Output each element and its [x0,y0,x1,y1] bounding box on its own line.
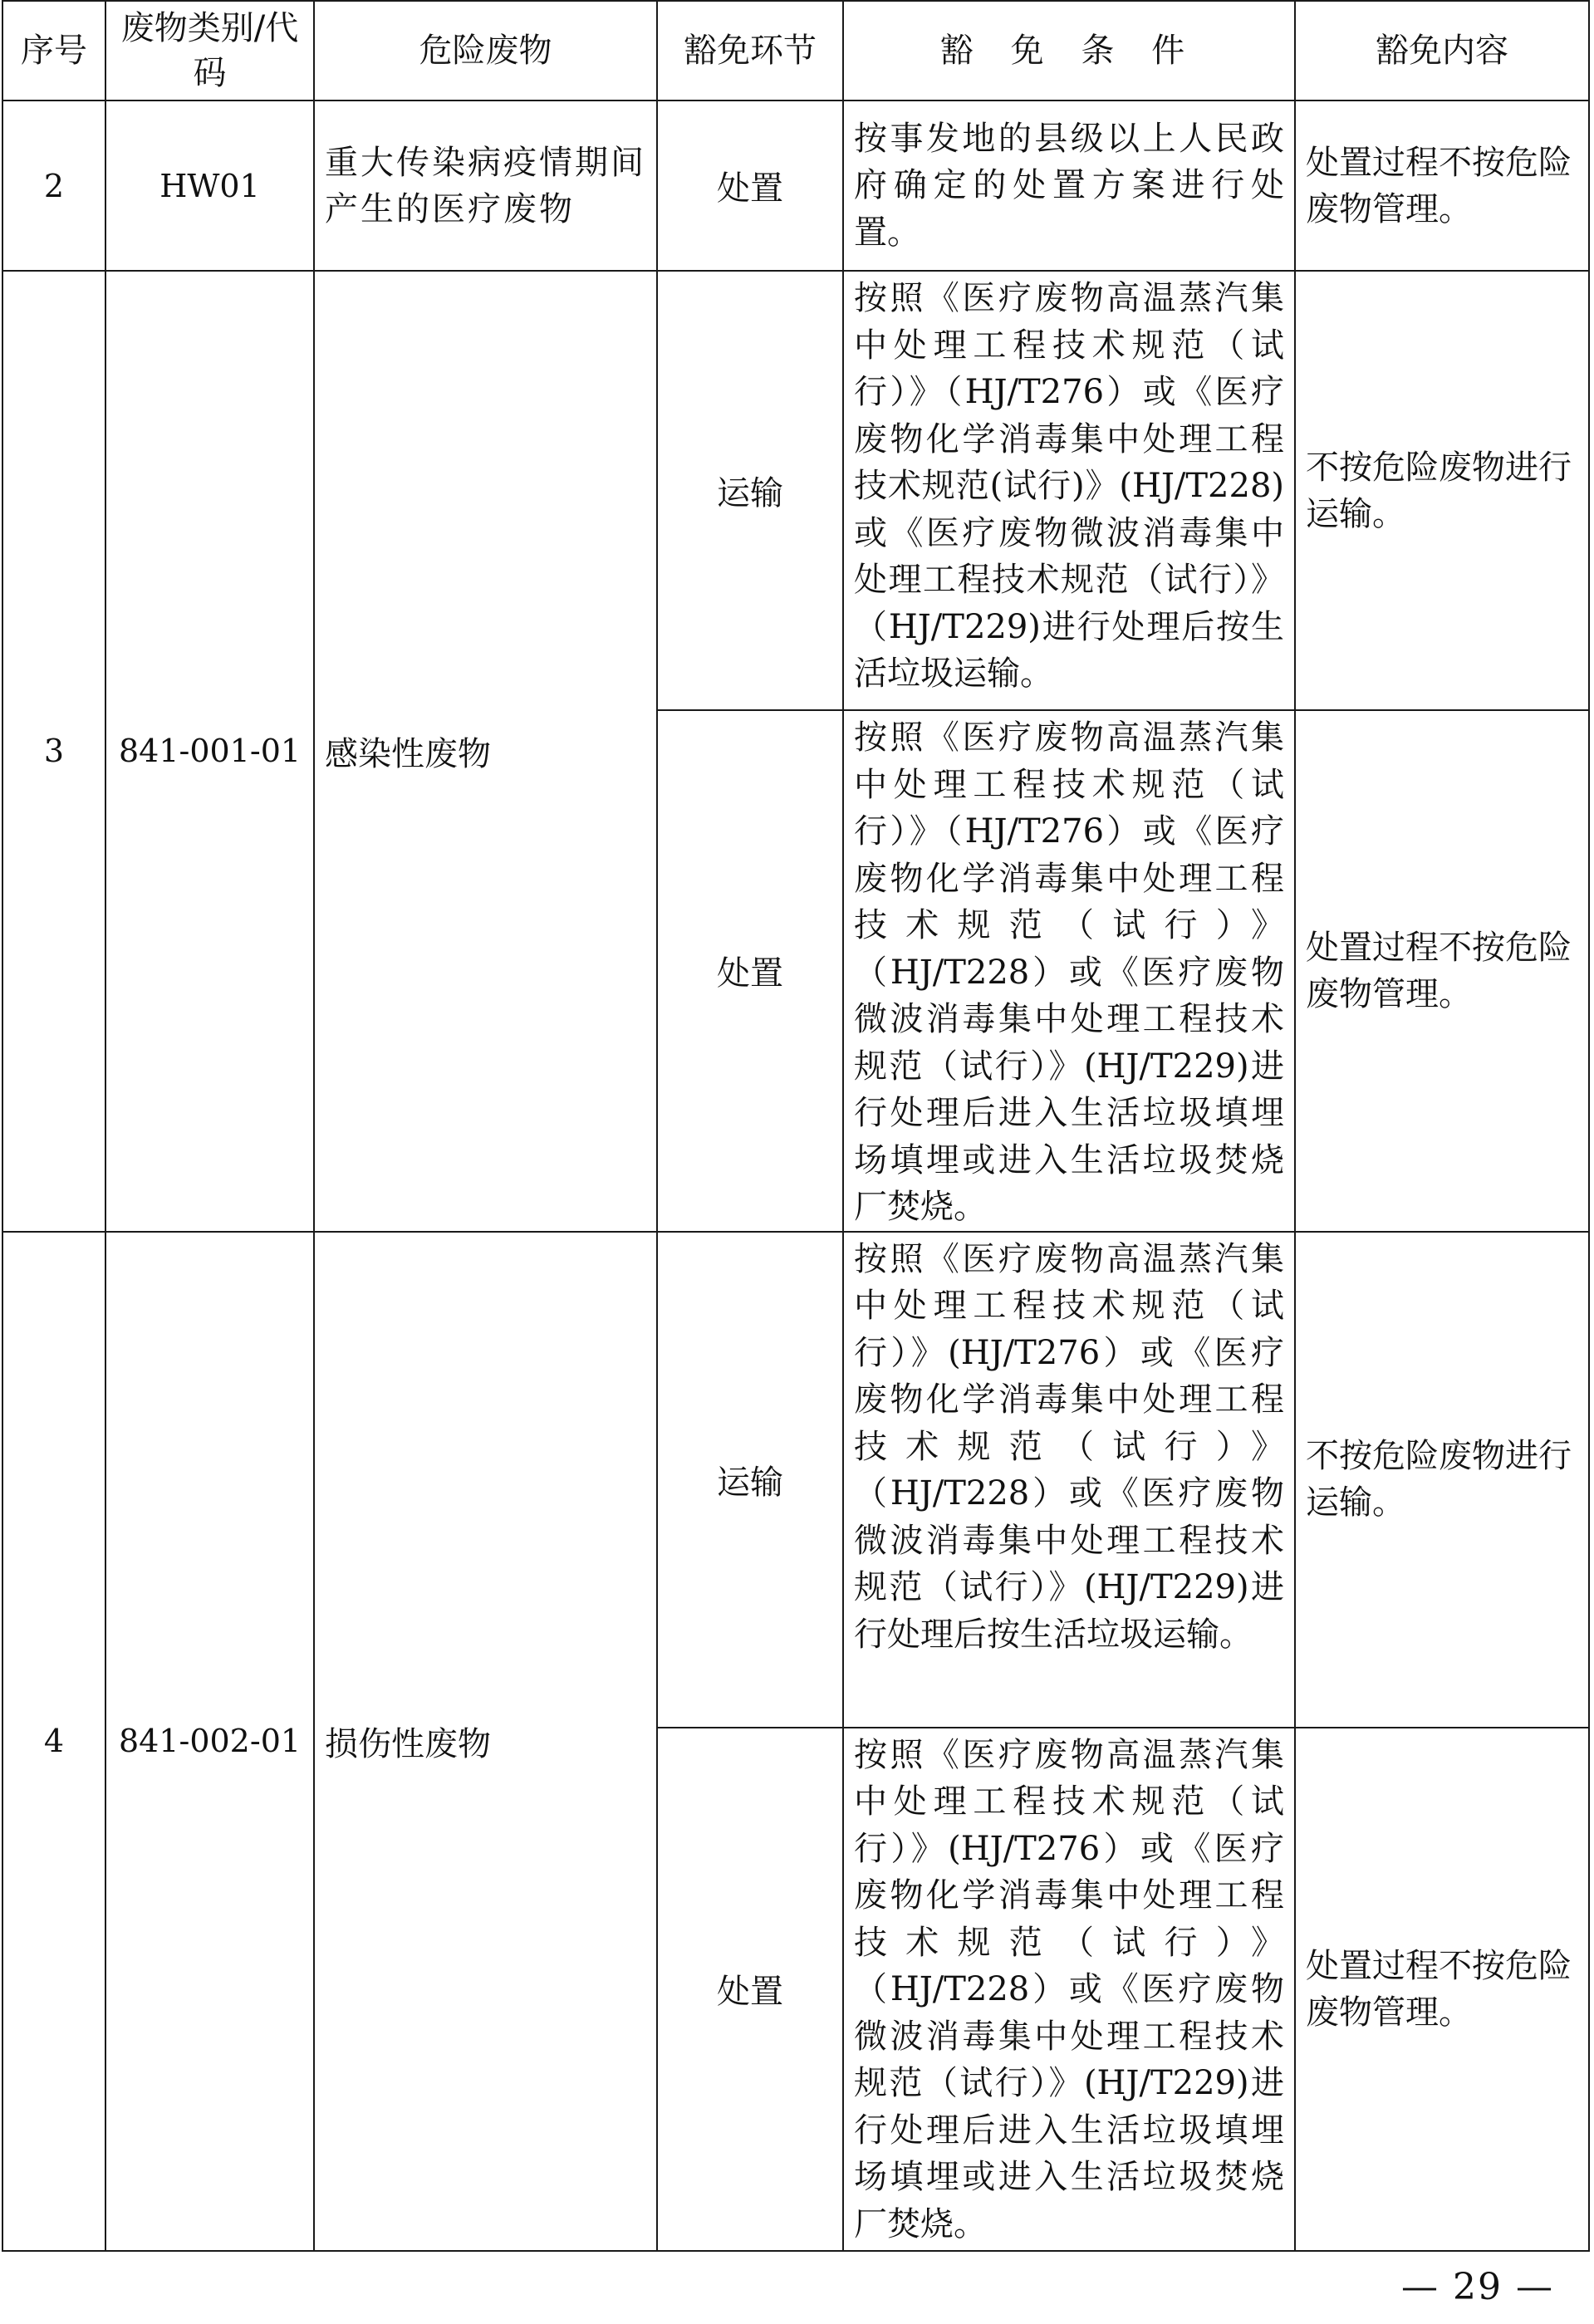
cell-stage: 运输 [657,1232,843,1728]
cell-seq: 2 [2,101,105,271]
cell-stage: 处置 [657,1728,843,2251]
cell-condition: 按照《医疗废物高温蒸汽集中处理工程技术规范（试行）》（HJ/T276）或《医疗废物化学消毒集中处理工程技术规范（试行）》（HJ/T228）或《医疗废物微波消毒集中处理工程技术规范（试行）》(HJ/T229)进行处理后进入生活垃圾填埋场填埋或进入生活垃圾焚烧厂焚烧。 [843,710,1295,1232]
cell-content: 处置过程不按危险废物管理。 [1295,1728,1589,2251]
header-seq: 序号 [2,1,105,101]
page-number: — 29 — [1401,2266,1554,2308]
cell-content: 不按危险废物进行运输。 [1295,271,1589,710]
cell-stage: 处置 [657,710,843,1232]
cell-condition: 按照《医疗废物高温蒸汽集中处理工程技术规范（试行）》（HJ/T276）或《医疗废物化学消毒集中处理工程技术规范(试行)》(HJ/T228)或《医疗废物微波消毒集中处理工程技术规范（试行）》（HJ/T229)进行处理后按生活垃圾运输。 [843,271,1295,710]
cell-code: HW01 [105,101,314,271]
cell-condition: 按事发地的县级以上人民政府确定的处置方案进行处置。 [843,101,1295,271]
cell-waste-text: 重大传染病疫情期间产生的医疗废物 [325,143,646,228]
table-row [2,101,1589,271]
cell-content: 处置过程不按危险废物管理。 [1295,101,1589,271]
cell-stage: 处置 [657,101,843,271]
header-waste: 危险废物 [314,1,657,101]
table-row [2,1232,1589,1728]
cell-content: 不按危险废物进行运输。 [1295,1232,1589,1728]
header-content: 豁免内容 [1295,1,1589,101]
cell-seq: 3 [2,271,105,1232]
cell-content: 处置过程不按危险废物管理。 [1295,710,1589,1232]
exemption-table [2,0,1590,2252]
header-stage: 豁免环节 [657,1,843,101]
cell-stage: 运输 [657,271,843,710]
cell-code: 841-002-01 [105,1232,314,2251]
cell-code: 841-001-01 [105,271,314,1232]
table-row [2,271,1589,710]
cell-waste: 感染性废物 [314,271,657,1232]
header-condition: 豁 免 条 件 [843,1,1295,101]
table-header-row [2,1,1589,101]
cell-condition: 按照《医疗废物高温蒸汽集中处理工程技术规范（试行）》(HJ/T276）或《医疗废物化学消毒集中处理工程技术规范（试行）》（HJ/T228）或《医疗废物微波消毒集中处理工程技术规范（试行）》(HJ/T229)进行处理后按生活垃圾运输。 [843,1232,1295,1728]
header-category: 废物类别/代码 [105,1,314,101]
cell-condition: 按照《医疗废物高温蒸汽集中处理工程技术规范（试行）》(HJ/T276）或《医疗废物化学消毒集中处理工程技术规范（试行）》（HJ/T228）或《医疗废物微波消毒集中处理工程技术规范（试行）》(HJ/T229)进行处理后进入生活垃圾填埋场填埋或进入生活垃圾焚烧厂焚烧。 [843,1728,1295,2251]
cell-waste [314,101,657,271]
cell-seq: 4 [2,1232,105,2251]
cell-waste: 损伤性废物 [314,1232,657,2251]
